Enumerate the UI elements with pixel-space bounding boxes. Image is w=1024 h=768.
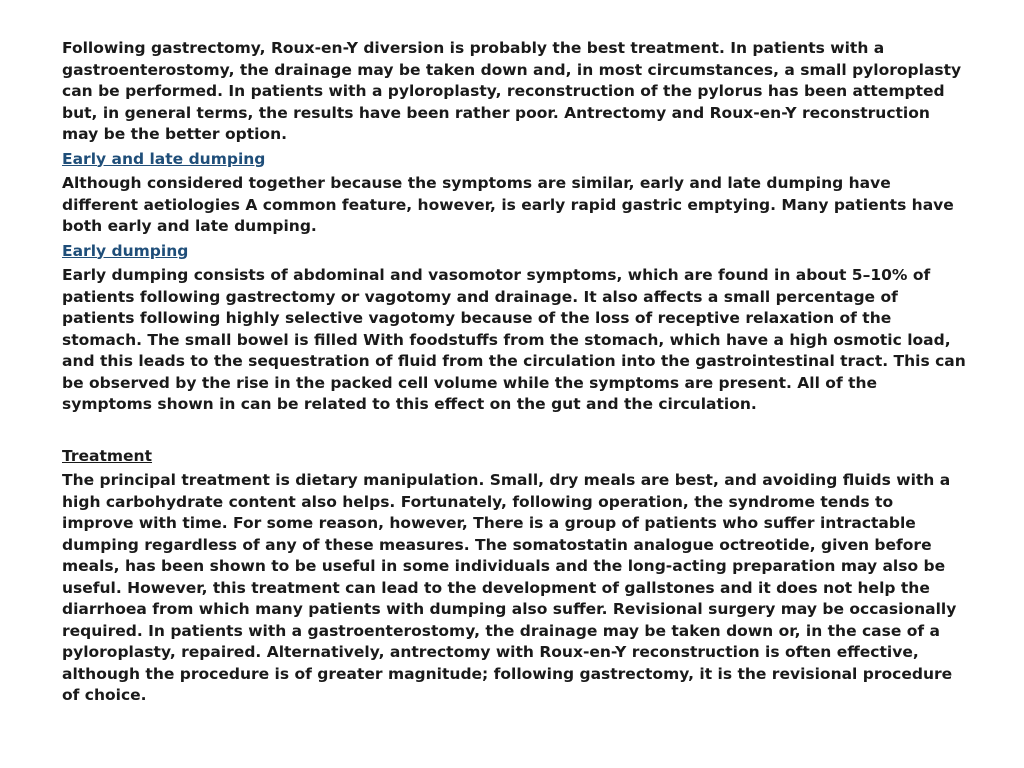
slide-body [62,38,967,710]
heading-treatment: Treatment [62,446,153,465]
section-spacer [62,419,967,446]
treatment-paragraph: The principal treatment is dietary manipulation. Small, dry meals are best, and avoiding fluids with a high carbohydrate content also helps. Fortunately, following operation, the syndrome tends to improve with time. For some reason, however, There is a group of patients who suffer intractable dumping regardless of any of these measures. The somatostatin analogue octreotide, given before meals, has been shown to be useful in some individuals and the long-acting preparation may also be useful. However, this treatment can lead to the development of gallstones and it does not help the diarrhoea from which many patients with dumping also suffer. Revisional surgery may be occasionally required. In patients with a gastroenterostomy, the drainage may be taken down or, in the case of a pyloroplasty, repaired. Alternatively, antrectomy with Roux-en-Y reconstruction is often effective, although the procedure is of greater magnitude; following gastrectomy, it is the revisional procedure of choice. [62,471,957,704]
intro-paragraph: Following gastrectomy, Roux-en-Y diversion is probably the best treatment. In patients with a gastroenterostomy, the drainage may be taken down and, in most circumstances, a small pyloroplasty can be performed. In patients with a pyloroplasty, reconstruction of the pylorus has been attempted but, in general terms, the results have been rather poor. Antrectomy and Roux-en-Y reconstruction may be the better option. [62,39,962,143]
heading-early-and-late-dumping[interactable]: Early and late dumping [62,149,266,168]
early-late-paragraph: Although considered together because the symptoms are similar, early and late dumping have different aetiologies A common feature, however, is early rapid gastric emptying. Many patients have both early and late dumping. [62,174,954,235]
early-dumping-paragraph: Early dumping consists of abdominal and vasomotor symptoms, which are found in about 5–10% of patients following gastrectomy or vagotomy and drainage. It also affects a small percentage of patients following highly selective vagotomy because of the loss of receptive relaxation of the stomach. The small bowel is filled With foodstuffs from the stomach, which have a high osmotic load, and this leads to the sequestration of fluid from the circulation into the gastrointestinal tract. This can be observed by the rise in the packed cell volume while the symptoms are present. All of the symptoms shown in can be related to this effect on the gut and the circulation. [62,266,966,413]
heading-early-dumping[interactable]: Early dumping [62,241,189,260]
